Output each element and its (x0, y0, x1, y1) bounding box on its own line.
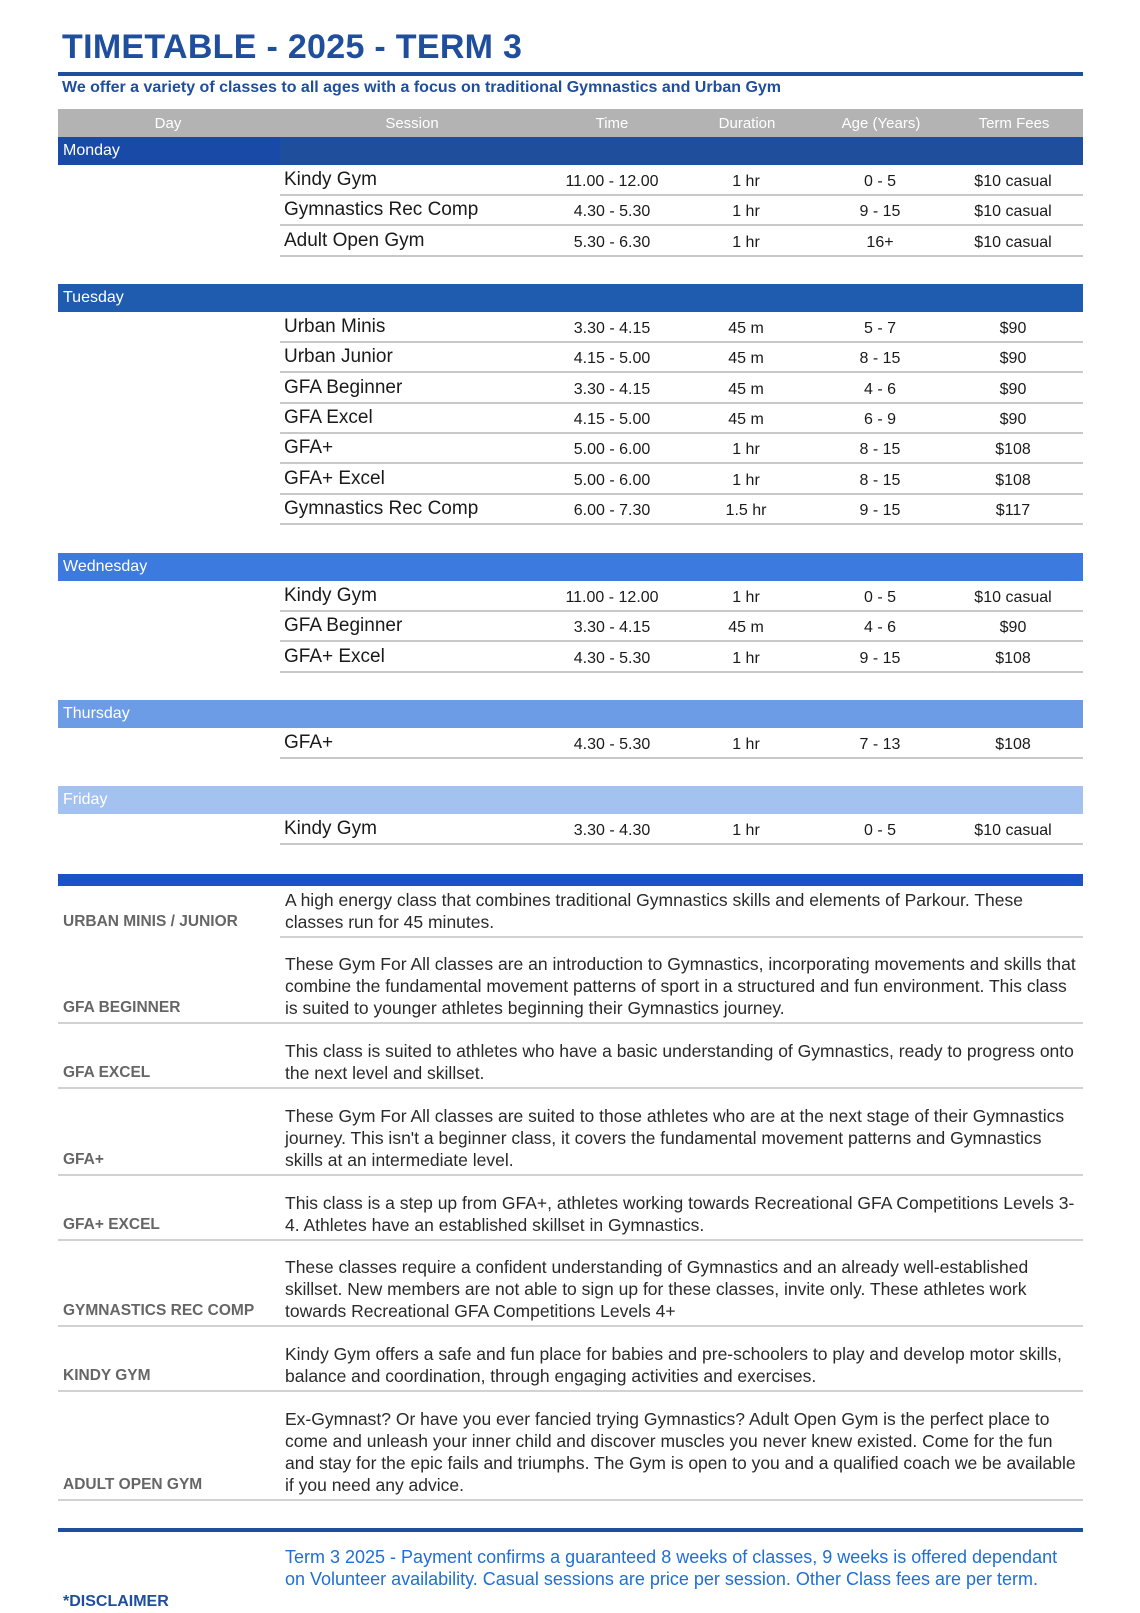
session-time: 4.15 - 5.00 (573, 350, 651, 368)
session-name: Urban Junior (284, 346, 393, 368)
description-row (58, 1022, 1083, 1087)
session-name: Kindy Gym (284, 585, 377, 606)
session-row (280, 166, 1083, 196)
session-row (280, 196, 1083, 226)
session-duration: 45 m (728, 410, 764, 428)
session-age: 7 - 13 (859, 736, 901, 753)
session-duration: 1 hr (732, 822, 760, 839)
session-duration: 1 hr (732, 233, 760, 251)
session-time: 4.15 - 5.00 (573, 410, 651, 428)
descriptions-header-bar (58, 874, 1083, 886)
session-fee: $10 casual (974, 233, 1052, 251)
session-fee: $10 casual (974, 822, 1052, 839)
description-label: URBAN MINIS / JUNIOR (63, 913, 238, 930)
description-row (58, 1390, 1083, 1499)
session-fee: $90 (999, 410, 1027, 428)
session-fee: $108 (995, 441, 1031, 459)
description-label: GFA EXCEL (63, 1064, 151, 1081)
column-header-session: Session (385, 115, 439, 132)
session-age: 0 - 5 (863, 822, 897, 839)
session-time: 5.00 - 6.00 (573, 441, 651, 459)
session-fee: $90 (999, 380, 1027, 398)
session-name: GFA+ (284, 732, 334, 753)
description-text: A high energy class that combines traditional Gymnastics skills and elements of Parkour. These classes run for 45 minutes. (285, 890, 1023, 932)
session-time: 11.00 - 12.00 (565, 173, 659, 190)
day-bar-monday (58, 137, 1083, 165)
session-row (280, 434, 1083, 464)
session-age: 4 - 6 (863, 380, 897, 398)
session-duration: 45 m (728, 320, 764, 337)
description-label: GFA+ (63, 1151, 104, 1168)
session-time: 4.30 - 5.30 (573, 649, 651, 667)
description-label: GYMNASTICS REC COMP (63, 1302, 255, 1319)
session-fee: $90 (999, 350, 1027, 368)
session-time: 6.00 - 7.30 (573, 501, 651, 519)
session-fee: $117 (995, 501, 1031, 519)
session-fee: $90 (999, 320, 1027, 337)
session-row (280, 313, 1083, 343)
session-age: 0 - 5 (863, 173, 897, 190)
session-name: GFA Beginner (284, 376, 403, 398)
session-row (280, 495, 1083, 525)
description-text: Kindy Gym offers a safe and fun place for babies and pre-schoolers to play and develop motor skills, balance and coordination, through engaging activities and exercises. (285, 1344, 1062, 1386)
day-bar-wednesday (58, 553, 1083, 581)
session-name: Adult Open Gym (284, 229, 425, 251)
column-header-duration: Duration (718, 115, 776, 132)
session-name: Gymnastics Rec Comp (284, 199, 479, 221)
session-row (280, 227, 1083, 257)
session-age: 8 - 15 (859, 350, 901, 368)
description-row (58, 886, 1083, 936)
page-title: TIMETABLE - 2025 - TERM 3 (62, 28, 523, 66)
description-row (58, 1325, 1083, 1390)
session-row (280, 729, 1083, 759)
session-row (280, 404, 1083, 434)
day-label: Thursday (63, 705, 130, 722)
session-name: GFA+ (284, 437, 334, 459)
session-fee: $10 casual (974, 203, 1052, 221)
session-age: 16+ (866, 233, 894, 251)
column-header-day: Day (154, 115, 182, 132)
disclaimer-text: Term 3 2025 - Payment confirms a guaranteed 8 weeks of classes, 9 weeks is offered dependant on Volunteer availability. Casual sessions are price per session. Other Class fees are per term. (285, 1547, 1058, 1589)
timetable-column-header (58, 109, 1083, 137)
description-text: These Gym For All classes are an introduction to Gymnastics, incorporating movements and skills that combine the fundamental movement patterns of sport in a structured and fun environment. This class is suited to younger athletes beginning their Gymnastics journey. (285, 954, 1076, 1018)
session-duration: 1 hr (732, 441, 760, 459)
session-duration: 45 m (728, 350, 764, 368)
session-time: 3.30 - 4.15 (573, 320, 651, 337)
session-age: 9 - 15 (859, 649, 901, 667)
session-duration: 1 hr (732, 203, 760, 221)
session-time: 4.30 - 5.30 (573, 736, 651, 753)
session-duration: 45 m (728, 619, 764, 637)
day-bar-friday (58, 786, 1083, 814)
session-duration: 1.5 hr (725, 501, 767, 519)
day-label: Tuesday (63, 289, 124, 306)
description-row (58, 1174, 1083, 1239)
session-age: 8 - 15 (859, 471, 901, 489)
description-text: This class is a step up from GFA+, athletes working towards Recreational GFA Competitions Levels 3-4. Athletes have an established skillset in Gymnastics. (285, 1193, 1075, 1235)
session-row (280, 612, 1083, 642)
day-bar-thursday (58, 700, 1083, 728)
session-fee: $108 (995, 649, 1031, 667)
session-fee: $10 casual (974, 173, 1052, 190)
description-text: This class is suited to athletes who have a basic understanding of Gymnastics, ready to progress onto the next level and skillset. (285, 1041, 1074, 1083)
session-duration: 1 hr (732, 736, 760, 753)
description-label: GFA BEGINNER (63, 999, 181, 1016)
session-name: Kindy Gym (284, 169, 377, 190)
description-row (58, 1239, 1083, 1325)
session-age: 5 - 7 (863, 320, 897, 337)
session-name: Kindy Gym (284, 818, 377, 839)
session-age: 9 - 15 (859, 501, 901, 519)
session-row (280, 374, 1083, 404)
session-time: 3.30 - 4.30 (573, 822, 651, 839)
title-divider (58, 72, 1083, 76)
session-fee: $108 (995, 736, 1031, 753)
session-duration: 1 hr (732, 649, 760, 667)
session-name: GFA Beginner (284, 615, 403, 637)
session-time: 3.30 - 4.15 (573, 619, 651, 637)
description-divider (58, 1499, 1083, 1501)
session-age: 4 - 6 (863, 619, 897, 637)
session-row (280, 643, 1083, 673)
session-duration: 1 hr (732, 471, 760, 489)
day-label: Wednesday (63, 558, 148, 575)
description-label: KINDY GYM (63, 1367, 151, 1384)
session-name: Urban Minis (284, 316, 386, 337)
session-row (280, 465, 1083, 495)
disclaimer-label: *DISCLAIMER (63, 1593, 169, 1610)
session-name: GFA Excel (284, 406, 373, 428)
description-row (58, 1087, 1083, 1174)
session-time: 11.00 - 12.00 (565, 589, 659, 606)
session-age: 8 - 15 (859, 441, 901, 459)
session-row (280, 582, 1083, 612)
session-row (280, 815, 1083, 845)
session-row (280, 343, 1083, 373)
description-text: Ex-Gymnast? Or have you ever fancied trying Gymnastics? Adult Open Gym is the perfect place to come and unleash your inner child and discover muscles you never knew existed. Come for the fun and stay for the epic fails and triumphs. The Gym is open to you and a qualified coach we be available if you need any advice. (285, 1409, 1076, 1495)
session-name: GFA+ Excel (284, 645, 385, 667)
day-bar-tuesday (58, 284, 1083, 312)
day-label: Friday (63, 791, 108, 808)
session-name: GFA+ Excel (284, 467, 385, 489)
column-header-age: Age (Years) (841, 115, 921, 132)
session-name: Gymnastics Rec Comp (284, 497, 479, 519)
session-duration: 45 m (728, 380, 764, 398)
session-time: 3.30 - 4.15 (573, 380, 651, 398)
session-fee: $10 casual (974, 589, 1052, 606)
session-age: 6 - 9 (863, 410, 897, 428)
page-subtitle: We offer a variety of classes to all ages with a focus on traditional Gymnastics and Urban Gym (62, 79, 782, 96)
session-duration: 1 hr (732, 173, 760, 190)
description-text: These classes require a confident understanding of Gymnastics and an already well-established skillset. New members are not able to sign up for these classes, invite only. These athletes work towards Recreational GFA Competitions Levels 4+ (285, 1257, 1029, 1321)
description-row (58, 936, 1083, 1022)
session-time: 4.30 - 5.30 (573, 203, 651, 221)
column-header-time: Time (595, 115, 629, 132)
day-label: Monday (63, 142, 120, 159)
session-fee: $108 (995, 471, 1031, 489)
column-header-fees: Term Fees (978, 115, 1050, 132)
session-time: 5.00 - 6.00 (573, 471, 651, 489)
session-duration: 1 hr (732, 589, 760, 606)
description-label: GFA+ EXCEL (63, 1216, 160, 1233)
disclaimer-divider (58, 1528, 1083, 1532)
session-age: 9 - 15 (859, 203, 901, 221)
description-label: ADULT OPEN GYM (63, 1476, 203, 1493)
session-time: 5.30 - 6.30 (573, 233, 651, 251)
session-fee: $90 (999, 619, 1027, 637)
session-age: 0 - 5 (863, 589, 897, 606)
description-text: These Gym For All classes are suited to those athletes who are at the next stage of their Gymnastics journey. This isn't a beginner class, it covers the fundamental movement patterns and Gymnastics skills at an intermediate level. (285, 1106, 1065, 1170)
